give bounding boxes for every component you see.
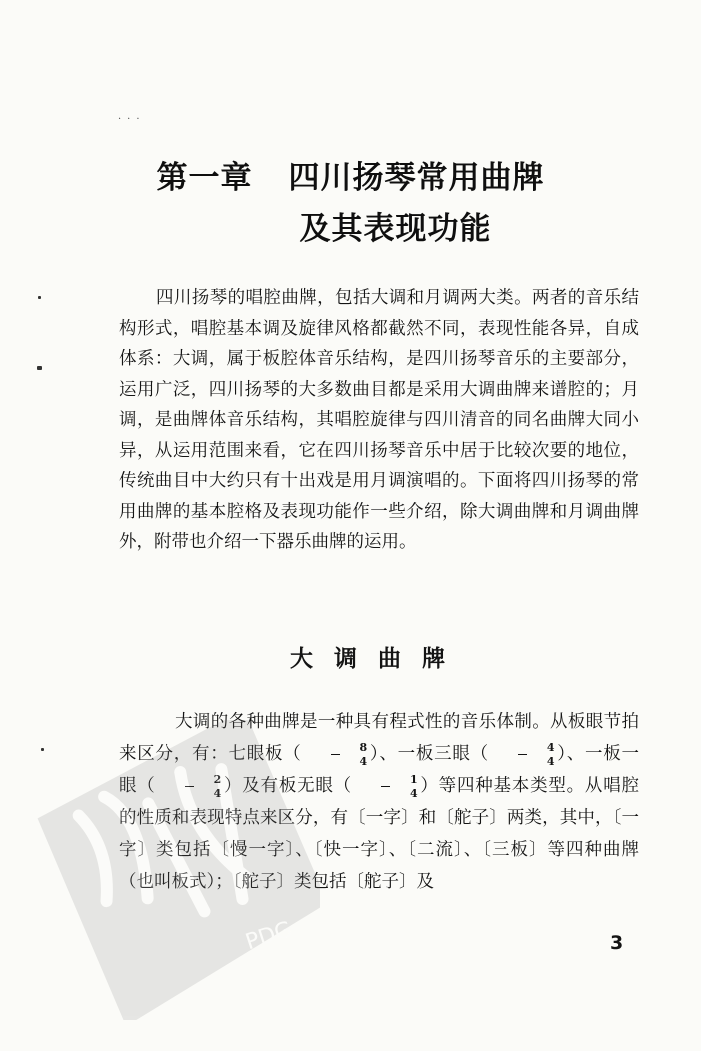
scan-speck	[37, 366, 42, 370]
fraction-4-4: $\frac{4}{4}$	[491, 742, 555, 767]
watermark-text: PDG	[242, 916, 296, 956]
scan-speck	[38, 296, 41, 299]
section-heading: 大调曲牌	[290, 645, 466, 672]
scan-dots: ···	[118, 114, 146, 125]
page-number: 3	[610, 932, 624, 954]
chapter-number: 第一章	[156, 160, 253, 196]
intro-text: 四川扬琴的唱腔曲牌，包括大调和月调两大类。两者的音乐结构形式，唱腔基本调及旋律风格都截然不同，表现性能各异，自成体系：大调，属于板腔体音乐结构，是四川扬琴音乐的主要部分，运用广泛，四川扬琴的大多数曲目都是采用大调曲牌来谱腔的；月调，是曲牌体音乐结构，其唱腔旋律与四川清音的同名曲牌大同小异，从运用范围来看，它在四川扬琴音乐中居于比较次要的地位，传统曲目中大约只有十出戏是用月调演唱的。下面将四川扬琴的常用曲牌的基本腔格及表现功能作一些介绍，除大调曲牌和月调曲牌外，附带也介绍一下器乐曲牌的运用。	[119, 288, 639, 552]
scan-speck	[41, 748, 44, 751]
fraction-1-4: $\frac{1}{4}$	[354, 774, 418, 799]
intro-paragraph	[119, 283, 639, 558]
chapter-title-line1	[0, 152, 701, 197]
fraction-8-4: $\frac{8}{4}$	[303, 742, 367, 767]
chapter-title-line2: 及其表现功能	[299, 211, 492, 247]
chapter-name: 四川扬琴常用曲牌	[288, 160, 545, 196]
fraction-2-4: $\frac{2}{4}$	[158, 774, 222, 799]
body-paragraph	[119, 706, 639, 898]
body-text: 大调的各种曲牌是一种具有程式性的音乐体制。从板眼节拍来区分，有：七眼板（ $\frac{8}{4}$ ）、一板三眼（ $\frac{4}{4}$ ）、一板一眼（ $\frac{2}{4}$ ）及有板无眼（ $\frac{1}{4}$ ）等四种基本类型。从唱腔的性质和表现特点来区分，有〔一字〕和〔舵子〕两类，其中，〔一字〕类包括〔慢一字〕、〔快一字〕、〔二流〕、〔三板〕等四种曲牌（也叫板式）；〔舵子〕类包括〔舵子〕及	[119, 712, 640, 892]
